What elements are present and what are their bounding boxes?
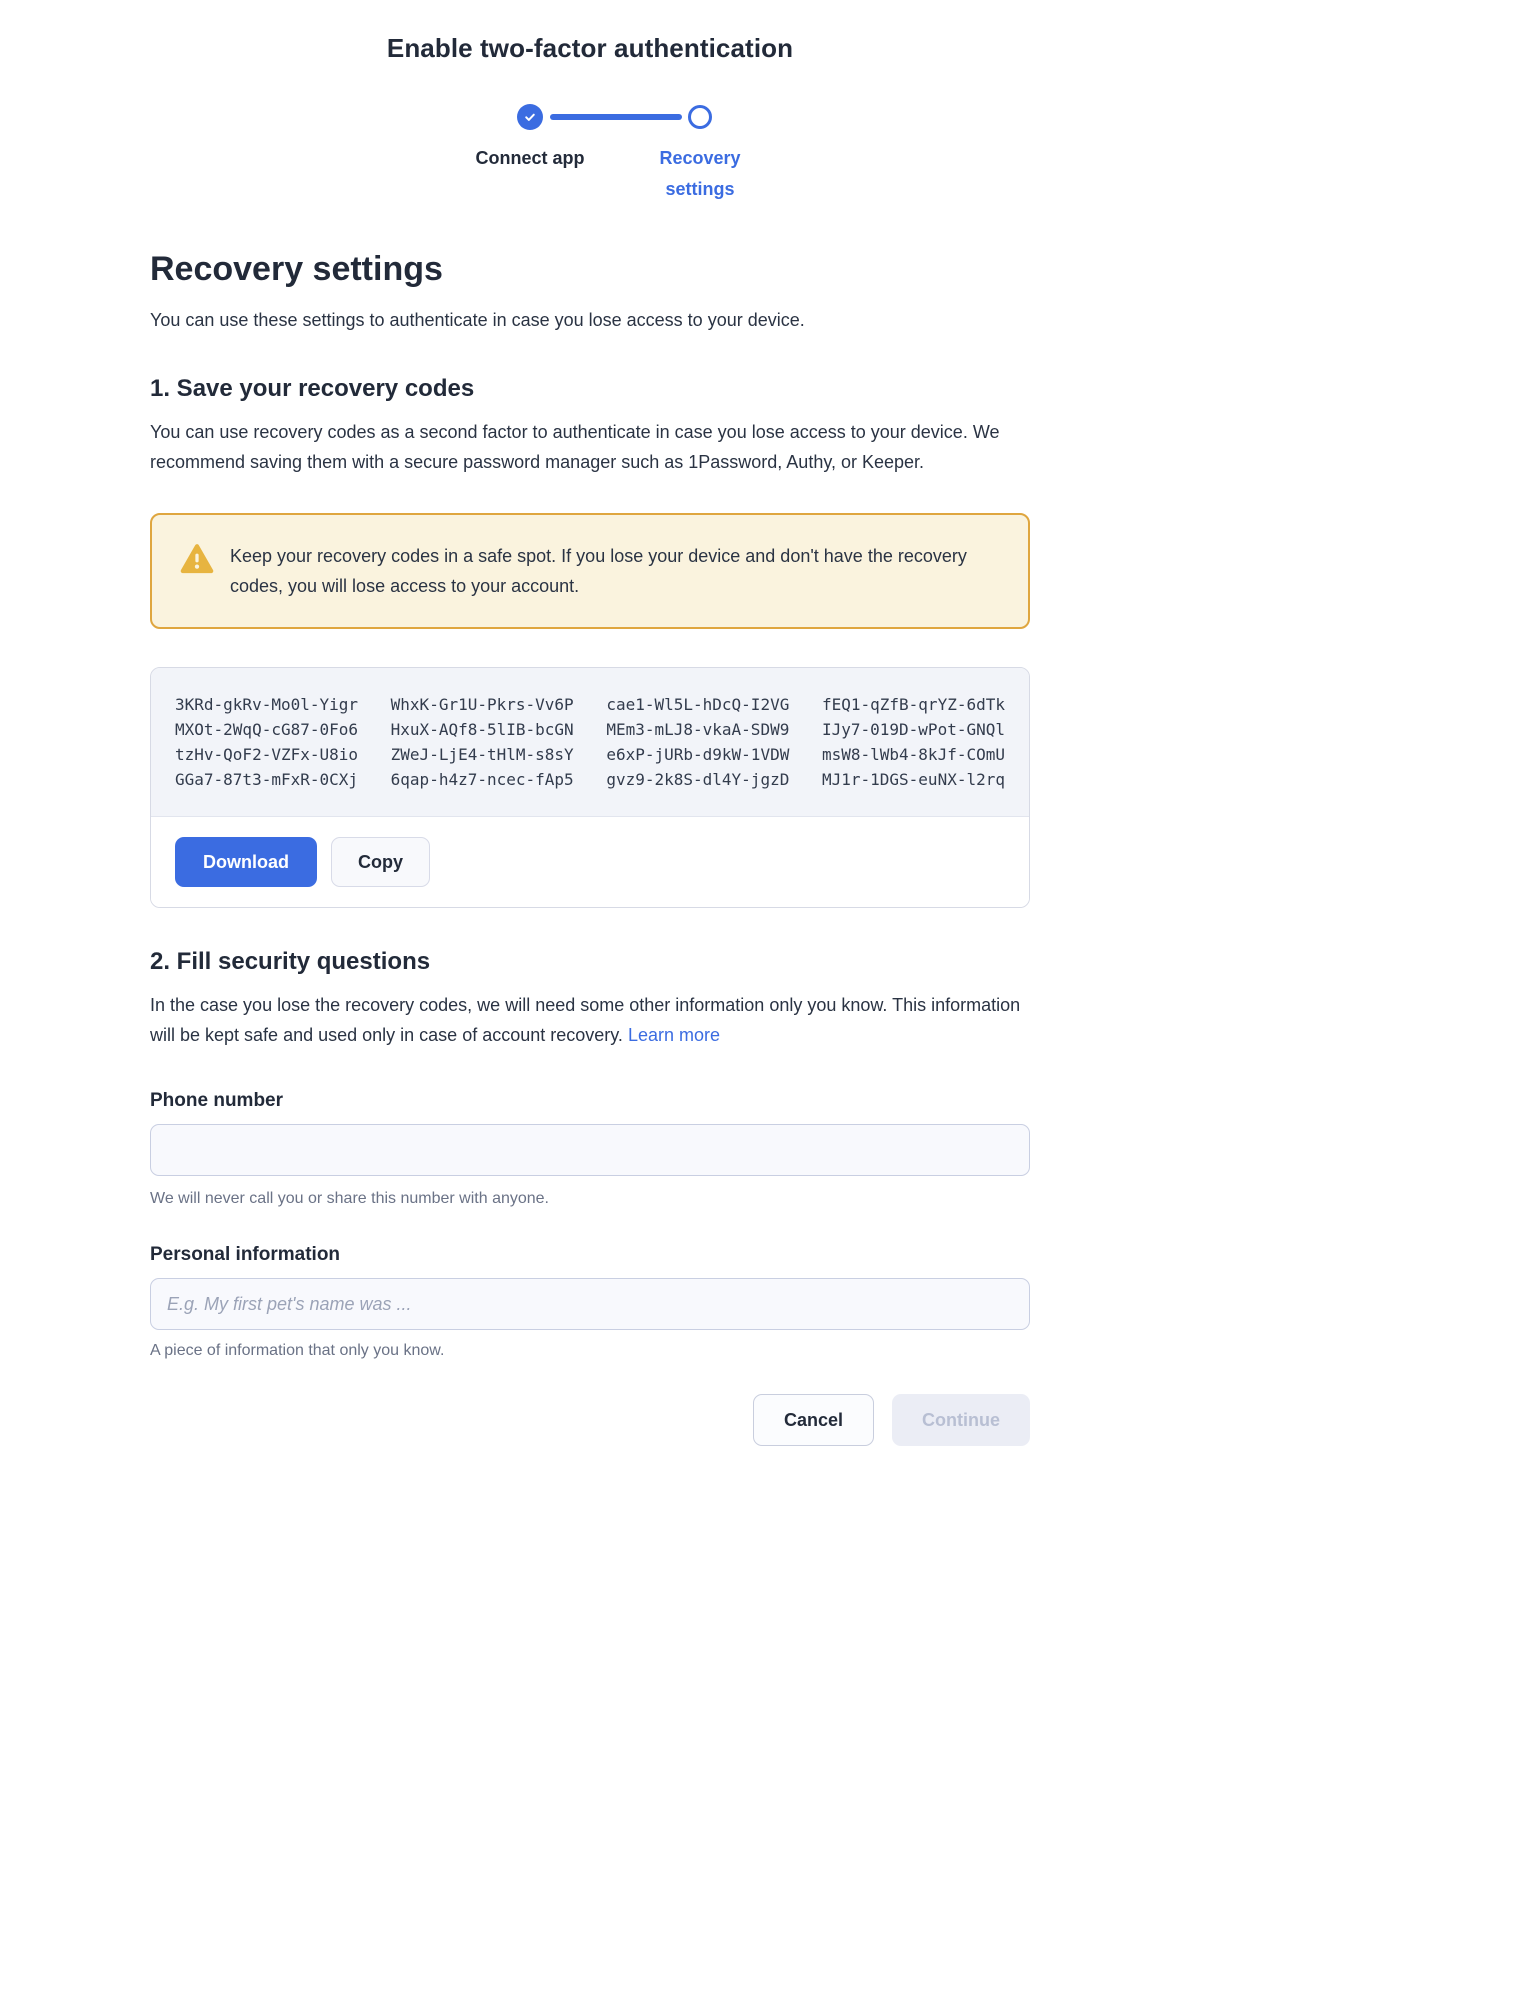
phone-number-label: Phone number — [150, 1090, 284, 1111]
recovery-code: 3KRd-gkRv-Mo0l-Yigr — [175, 695, 359, 714]
recovery-code: HxuX-AQf8-5lIB-bcGN — [390, 720, 574, 739]
personal-information-label: Personal information — [150, 1244, 341, 1265]
footer-actions — [150, 1394, 1030, 1446]
warning-text: Keep your recovery codes in a safe spot. If you lose your device and don't have the recovery codes, you will lose access to your account. — [230, 546, 967, 596]
section1-title: 1. Save your recovery codes — [150, 375, 475, 402]
learn-more-link[interactable]: Learn more — [627, 1025, 721, 1045]
section2-body — [150, 990, 1030, 1050]
stepper-connector-line — [550, 114, 682, 120]
recovery-codes-row — [175, 767, 1005, 792]
recovery-codes-row — [175, 692, 1005, 717]
recovery-code: GGa7-87t3-mFxR-0CXj — [175, 770, 359, 789]
recovery-codes-panel — [151, 668, 1029, 817]
copy-button[interactable]: Copy — [331, 837, 430, 887]
section1-body: You can use recovery codes as a second factor to authenticate in case you lose access to your device. We recommend saving them with a secure password manager such as 1Password, Authy, or Keeper. — [150, 422, 1000, 472]
recovery-code: MXOt-2WqQ-cG87-0Fo6 — [175, 720, 359, 739]
recovery-code: MEm3-mLJ8-vkaA-SDW9 — [606, 720, 790, 739]
recovery-code: gvz9-2k8S-dl4Y-jgzD — [606, 770, 790, 789]
content-column — [150, 0, 1030, 1446]
section2-body-text: In the case you lose the recovery codes, we will need some other information only you know. This information will be kept safe and used only in case of account recovery. — [150, 995, 1021, 1045]
page-title: Enable two-factor authentication — [386, 33, 794, 63]
phone-helper-text: We will never call you or share this number with anyone. — [150, 1190, 549, 1207]
recovery-code: msW8-lWb4-8kJf-COmU — [821, 745, 1005, 764]
warning-triangle-icon — [180, 543, 214, 575]
stepper-step-connect-app[interactable]: Connect app — [475, 148, 585, 168]
continue-button[interactable]: Continue — [892, 1394, 1030, 1446]
recovery-code: WhxK-Gr1U-Pkrs-Vv6P — [390, 695, 574, 714]
step-current-circle-icon — [688, 105, 712, 129]
recovery-code: e6xP-jURb-d9kW-1VDW — [606, 745, 790, 764]
intro-text: You can use these settings to authenticate in case you lose access to your device. — [150, 310, 805, 330]
recovery-codes-card — [150, 667, 1030, 908]
recovery-code: tzHv-QoF2-VZFx-U8io — [175, 745, 359, 764]
recovery-codes-row — [175, 717, 1005, 742]
personal-information-input[interactable] — [150, 1278, 1030, 1330]
personal-helper-text: A piece of information that only you know. — [150, 1342, 445, 1359]
cancel-button[interactable]: Cancel — [753, 1394, 874, 1446]
recovery-code: IJy7-019D-wPot-GNQl — [821, 720, 1005, 739]
recovery-code: fEQ1-qZfB-qrYZ-6dTk — [821, 695, 1005, 714]
recovery-code: ZWeJ-LjE4-tHlM-s8sY — [390, 745, 574, 764]
warning-alert — [150, 513, 1030, 629]
recovery-code: 6qap-h4z7-ncec-fAp5 — [390, 770, 574, 789]
phone-number-input[interactable] — [150, 1124, 1030, 1176]
codes-actions — [151, 817, 1029, 907]
download-button[interactable]: Download — [175, 837, 317, 887]
recovery-codes-row — [175, 742, 1005, 767]
stepper-step-recovery-settings[interactable]: Recovery settings — [659, 148, 741, 199]
recovery-code: cae1-Wl5L-hDcQ-I2VG — [606, 695, 790, 714]
recovery-code: MJ1r-1DGS-euNX-l2rq — [821, 770, 1005, 789]
stepper — [445, 104, 785, 206]
section2-title: 2. Fill security questions — [150, 948, 431, 975]
recovery-settings-heading: Recovery settings — [150, 250, 443, 288]
step-completed-check-icon — [517, 104, 543, 130]
